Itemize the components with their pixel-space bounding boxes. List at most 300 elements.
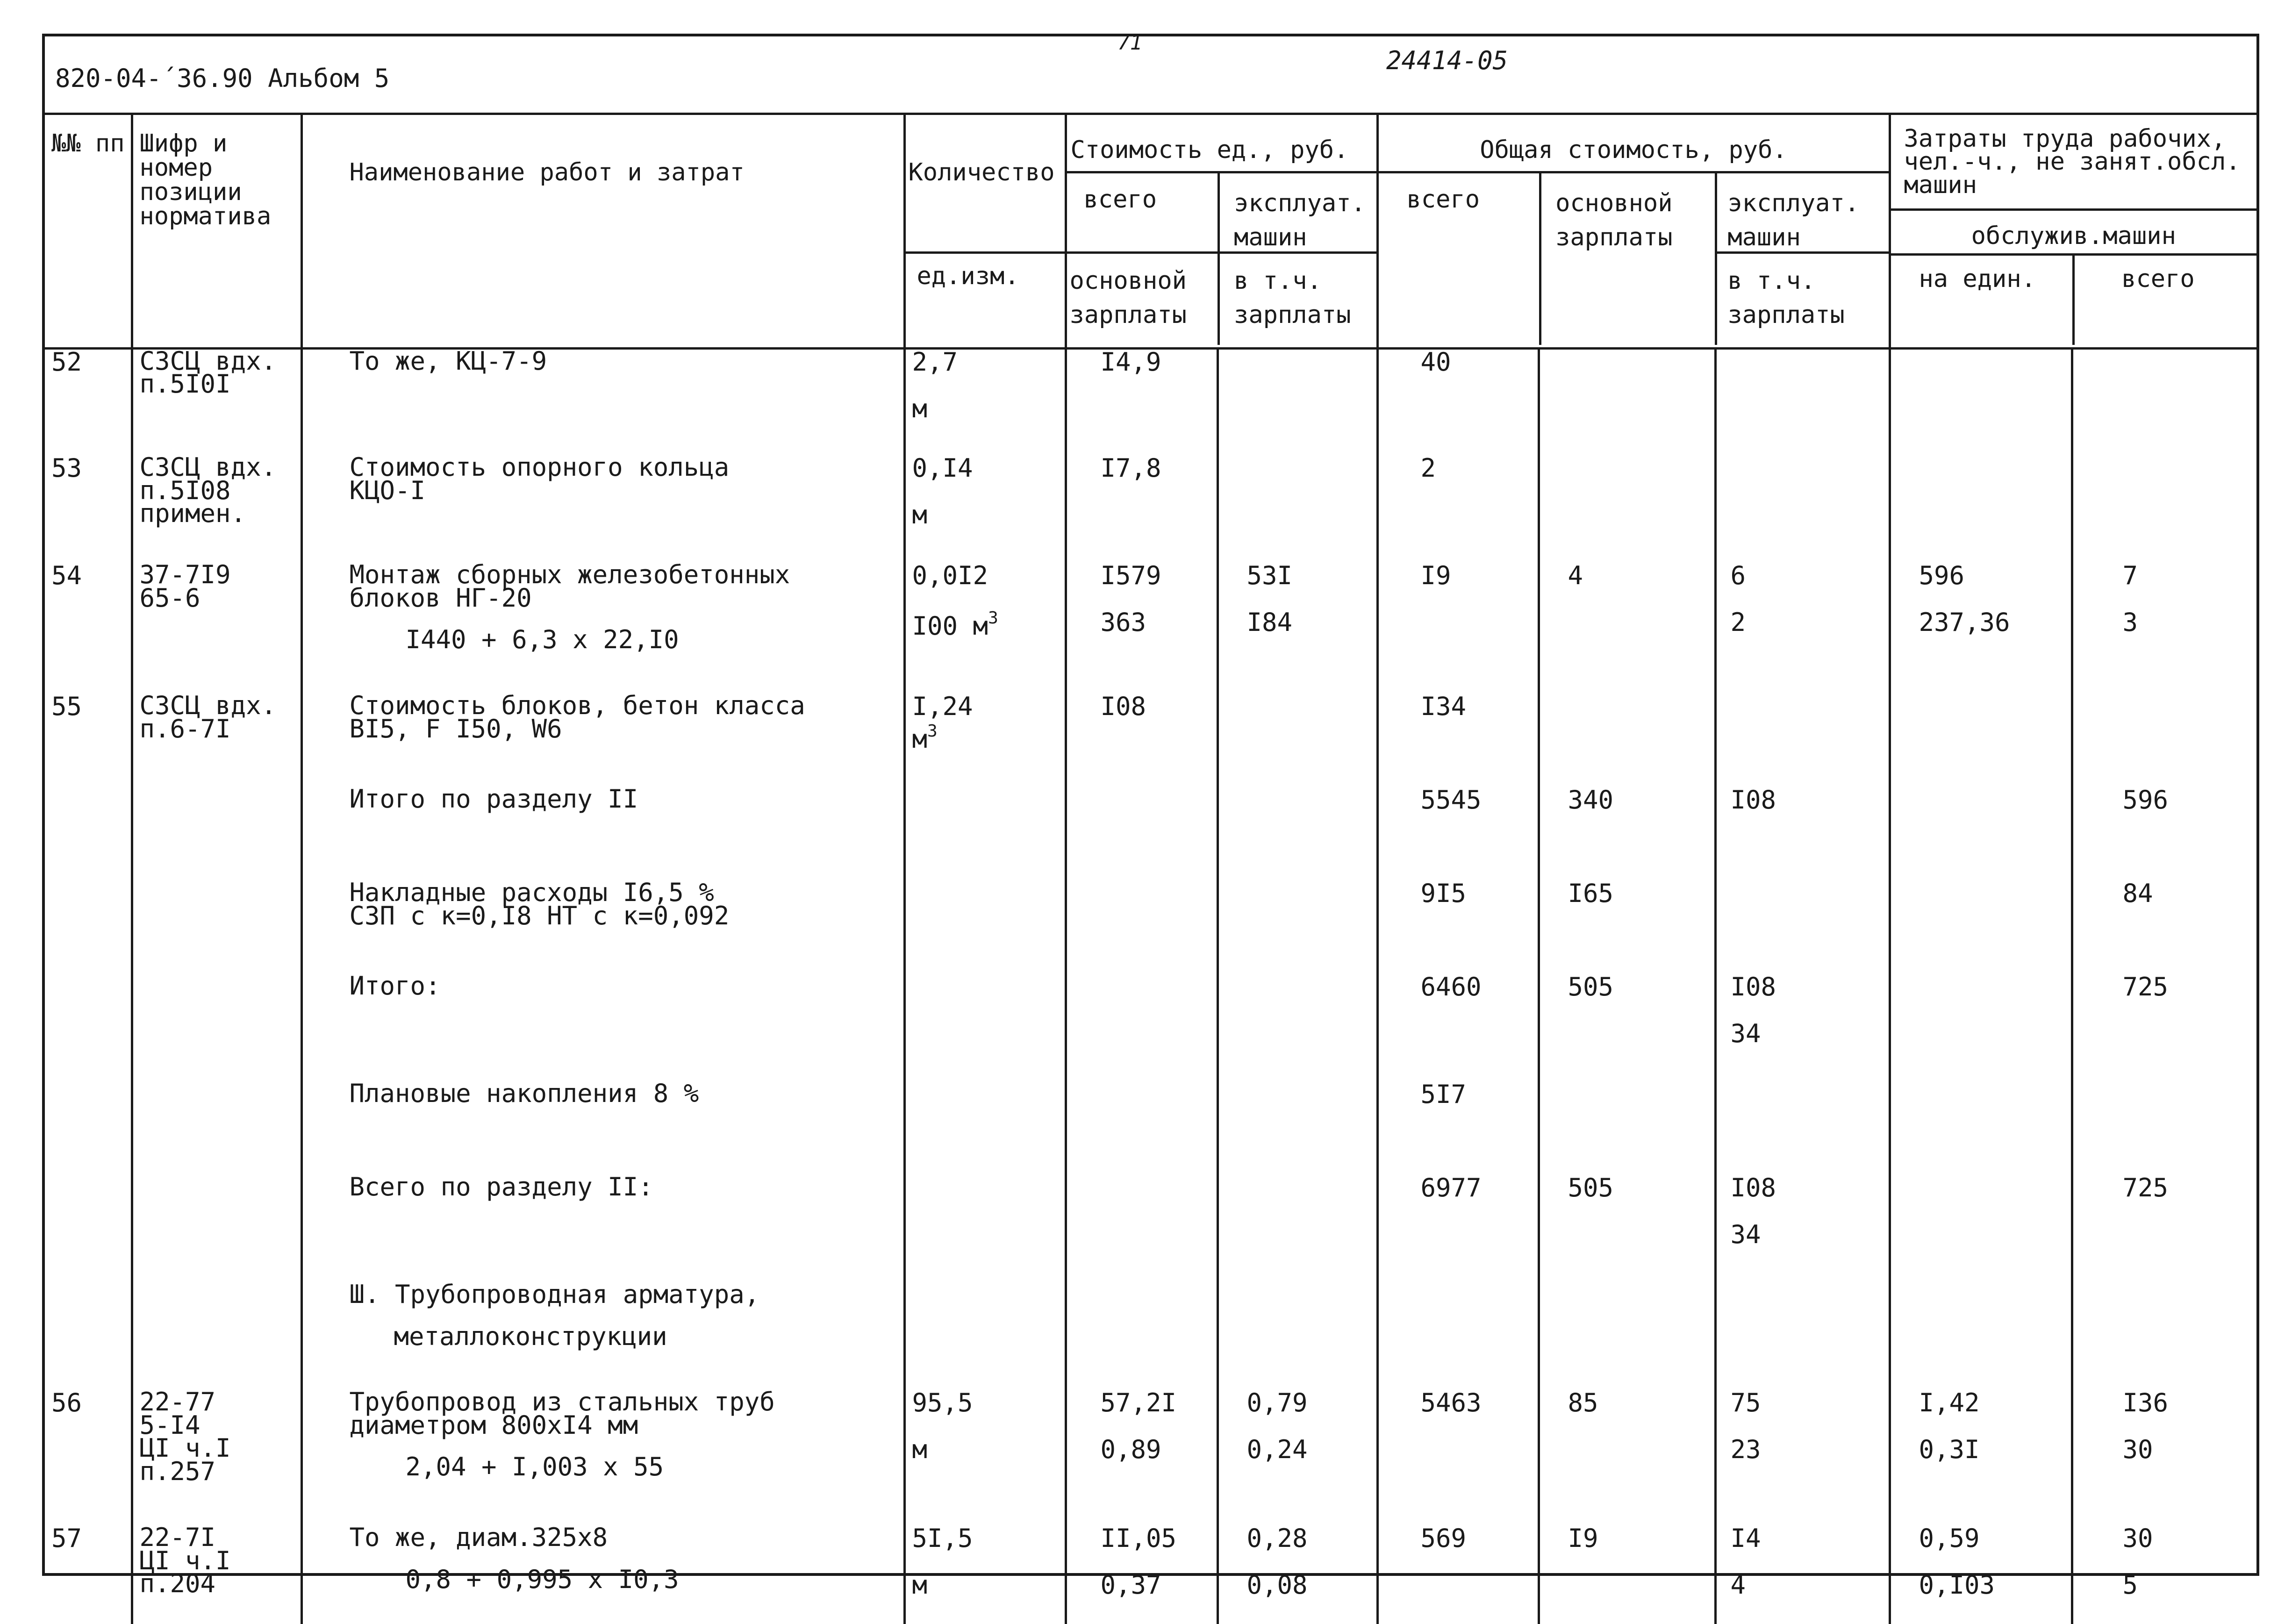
column-header-tot-wage: основной зарплаты — [1539, 173, 1715, 345]
quantity-unit: м — [912, 1435, 928, 1464]
labor-total-value — [2123, 350, 2257, 396]
unit-mach-cost — [1247, 1283, 1376, 1330]
labor-unit-value — [1919, 974, 2071, 1021]
labor-unit-value — [1919, 881, 2071, 928]
total-cost-cell — [1377, 1283, 1539, 1390]
unit-mach-wage: 0,08 — [1246, 1570, 1308, 1600]
unit-mach-cost — [1247, 456, 1376, 502]
quantity-cell — [904, 1283, 1066, 1390]
unit-mach-cell — [1218, 563, 1377, 694]
quantity-unit — [912, 1129, 1065, 1175]
norm-code-cell — [132, 787, 301, 881]
unit-mach-cost — [1247, 974, 1376, 1021]
norm-code-line: СЗСЦ вдх. — [139, 691, 277, 720]
work-name-cell — [301, 784, 904, 881]
work-name-line: То же, КЦ-7-9 — [349, 346, 547, 376]
quantity-value: 0,I4 — [912, 453, 973, 483]
total-cost-value: 5463 — [1420, 1388, 1482, 1417]
work-name-line: Накладные расходы I6,5 % — [349, 878, 714, 907]
unit-mach-wage — [1247, 1021, 1376, 1068]
labor-unit-cell — [1890, 1175, 2072, 1283]
column-header-total-cost: Общая стоимость, руб. — [1379, 114, 1889, 173]
quantity-unit: м — [912, 500, 928, 529]
total-cost-cell — [1377, 881, 1539, 974]
quantity-unit-superscript: 3 — [988, 608, 998, 628]
total-cost-value: 5I7 — [1420, 1080, 1467, 1109]
labor-unit-value: 0,I03 — [1919, 1570, 1995, 1600]
norm-code-line: 37-7I9 — [139, 560, 231, 589]
unit-mach-wage — [1247, 396, 1376, 443]
total-mach-value — [1731, 1283, 1889, 1330]
sheet-number: 24414-05 — [1386, 46, 1508, 75]
work-name-line: Стоимость блоков, бетон класса — [349, 691, 805, 720]
work-name-cell — [301, 1172, 904, 1283]
work-name-cell — [301, 691, 904, 787]
labor-total-cell — [2072, 787, 2256, 881]
quantity-unit — [912, 834, 1065, 881]
total-wage-cell — [1539, 1283, 1715, 1390]
column-header-qty-unit: ед.изм. — [917, 262, 1019, 290]
unit-cost-total: I08 — [1100, 692, 1146, 721]
quantity-value: 95,5 — [912, 1388, 973, 1417]
unit-mach-wage — [1247, 1222, 1376, 1269]
labor-total-value — [2123, 456, 2257, 502]
total-cost-value: 2 — [1420, 453, 1436, 483]
work-name-cell — [301, 1523, 904, 1624]
total-wage-value: 505 — [1568, 972, 1614, 1002]
total-wage-value: 340 — [1568, 785, 1614, 815]
unit-mach-cell — [1218, 787, 1377, 881]
table-row — [45, 1526, 2256, 1624]
work-name-line: Итого: — [349, 971, 441, 1001]
norm-code-cell — [132, 452, 301, 563]
quantity-cell — [904, 1082, 1066, 1175]
column-header-name: Наименование работ и затрат — [301, 114, 904, 348]
total-wage-value — [1568, 694, 1714, 741]
table-header-row — [45, 114, 2256, 348]
work-name-line: Плановые накопления 8 % — [349, 1079, 699, 1108]
total-wage-value: 505 — [1568, 1173, 1614, 1202]
labor-total-value: 84 — [2122, 879, 2153, 908]
unit-cost-total: 57,2I — [1100, 1388, 1177, 1417]
labor-total-value — [2123, 1082, 2257, 1129]
labor-unit-value — [1919, 456, 2071, 502]
total-wage-value: 4 — [1568, 561, 1583, 590]
total-mach-value: 4 — [1730, 1570, 1746, 1600]
total-cost-value: I9 — [1420, 561, 1451, 590]
quantity-value — [912, 1175, 1065, 1222]
quantity-value: 0,0I2 — [912, 561, 988, 590]
column-header-tot-mach: эксплуат. машин — [1717, 173, 1888, 254]
unit-mach-cost: 53I — [1246, 561, 1293, 590]
total-cost-value: 40 — [1420, 347, 1451, 377]
unit-mach-wage — [1247, 1129, 1376, 1175]
unit-mach-cost — [1247, 1082, 1376, 1129]
unit-cost-total — [1101, 974, 1217, 1021]
unit-cost-cell — [1066, 974, 1218, 1082]
row-number-cell — [45, 881, 132, 974]
norm-code-cell — [132, 1175, 301, 1283]
unit-cost-wage — [1101, 741, 1217, 787]
quantity-cell — [904, 1175, 1066, 1283]
row-number-cell — [45, 974, 132, 1082]
labor-unit-value: 0,3I — [1919, 1435, 1980, 1464]
labor-total-value: 30 — [2122, 1524, 2153, 1553]
norm-code-line: 65-6 — [139, 583, 201, 613]
total-mach-value: I4 — [1730, 1524, 1761, 1553]
total-mach-cell — [1715, 787, 1890, 881]
norm-code-line: СЗСЦ вдх. — [139, 346, 277, 376]
unit-cost-wage — [1101, 1021, 1217, 1068]
row-number: 55 — [51, 692, 82, 721]
unit-cost-wage — [1101, 396, 1217, 443]
labor-unit-value — [1919, 694, 2071, 741]
table-row — [45, 787, 2256, 881]
unit-cost-sub-left — [1067, 173, 1218, 345]
column-header-unit-mach: эксплуат. машин — [1220, 173, 1376, 254]
total-mach-cell — [1715, 694, 1890, 787]
unit-mach-cell — [1218, 881, 1377, 974]
quantity-value — [912, 1283, 1065, 1330]
row-number-cell — [45, 787, 132, 881]
row-number: 52 — [51, 347, 82, 377]
unit-cost-wage — [1101, 1129, 1217, 1175]
norm-code-cell — [132, 560, 301, 694]
column-header-labor-total: всего — [2072, 256, 2256, 345]
total-wage-value: 85 — [1568, 1388, 1598, 1417]
work-name-line: I440 + 6,3 х 22,I0 — [405, 625, 679, 655]
total-mach-value — [1731, 694, 1889, 741]
labor-total-value: 7 — [2122, 561, 2138, 590]
column-header-qty-group — [904, 114, 1066, 348]
column-header-code: Шифр и номер позиции норматива — [132, 114, 301, 348]
column-header-tot-total: всего — [1406, 186, 1480, 214]
norm-code-line: 5-I4 — [139, 1410, 201, 1440]
total-cost-cell — [1377, 787, 1539, 881]
labor-total-value — [2123, 694, 2257, 741]
work-name-cell — [301, 971, 904, 1082]
quantity-value — [912, 1082, 1065, 1129]
quantity-value: I,24 — [912, 692, 973, 721]
unit-cost-cell — [1066, 1082, 1218, 1175]
header-bar — [45, 31, 2256, 115]
quantity-unit — [912, 1330, 1065, 1376]
total-wage-cell — [1539, 1082, 1715, 1175]
unit-cost-total — [1101, 1175, 1217, 1222]
quantity-unit: м — [912, 1570, 928, 1600]
labor-unit-value: 237,36 — [1919, 608, 2010, 637]
total-cost-cell — [1377, 453, 1539, 563]
labor-unit-cell — [1890, 1390, 2072, 1526]
work-name-cell — [301, 560, 904, 694]
total-wage-cell — [1539, 1175, 1715, 1283]
labor-total-cell — [2072, 563, 2256, 694]
row-number-cell — [45, 694, 132, 787]
total-cost-cell — [1377, 1390, 1539, 1526]
labor-unit-cell — [1890, 694, 2072, 787]
unit-mach-wage: 0,24 — [1246, 1435, 1308, 1464]
unit-cost-cell — [1066, 453, 1218, 563]
page-frame — [42, 31, 2259, 1600]
quantity-value: 5I,5 — [912, 1524, 973, 1553]
total-mach-value — [1731, 350, 1889, 396]
norm-code-line: п.6-7I — [139, 714, 231, 744]
total-mach-value: 23 — [1730, 1435, 1761, 1464]
unit-cost-total — [1101, 787, 1217, 834]
norm-code-cell — [132, 1523, 301, 1624]
total-mach-value: I08 — [1730, 785, 1776, 815]
unit-cost-wage — [1101, 1222, 1217, 1269]
labor-unit-cell — [1890, 563, 2072, 694]
total-cost-cell — [1377, 1082, 1539, 1175]
quantity-unit: I00 $м^3$ — [912, 608, 998, 641]
unit-cost-cell — [1066, 348, 1218, 456]
unit-mach-cost — [1247, 694, 1376, 741]
column-header-labor-group — [1890, 114, 2256, 348]
labor-unit-cell — [1890, 1526, 2072, 1624]
unit-cost-wage — [1101, 928, 1217, 974]
total-mach-value — [1731, 1082, 1889, 1129]
total-wage-cell — [1539, 694, 1715, 787]
labor-unit-value — [1919, 1082, 2071, 1129]
norm-code-line: ЦI ч.I — [139, 1545, 231, 1575]
unit-mach-cell — [1218, 1526, 1377, 1624]
unit-mach-cell — [1218, 1283, 1377, 1390]
table-row — [45, 1390, 2256, 1526]
column-header-unit-total: всего — [1067, 173, 1218, 254]
work-name-line: блоков НГ-20 — [349, 583, 532, 613]
work-name-line: СЗП с к=0,I8 НТ с к=0,092 — [349, 901, 730, 930]
labor-total-value: I36 — [2122, 1388, 2169, 1417]
unit-mach-cost: 0,28 — [1246, 1524, 1308, 1553]
unit-cost-wage: 363 — [1100, 608, 1146, 637]
quantity-unit-superscript: 3 — [927, 722, 938, 741]
labor-total-value: 5 — [2122, 1570, 2138, 1600]
labor-total-cell — [2072, 1283, 2256, 1390]
quantity-cell — [904, 881, 1066, 974]
labor-unit-value: 0,59 — [1919, 1524, 1980, 1553]
total-wage-cell — [1539, 974, 1715, 1082]
quantity-cell — [904, 453, 1066, 563]
unit-cost-cell — [1066, 1175, 1218, 1283]
quantity-value — [912, 787, 1065, 834]
work-name-line: 0,8 + 0,995 х I0,3 — [405, 1564, 679, 1594]
work-name-line: Итого по разделу II — [349, 784, 638, 814]
column-header-num: №№ пп — [45, 114, 132, 348]
labor-total-value — [2123, 1283, 2257, 1330]
total-mach-cell — [1715, 1283, 1890, 1390]
unit-mach-cost — [1247, 787, 1376, 834]
work-name-line: Стоимость опорного кольца — [349, 452, 730, 482]
unit-mach-cell — [1218, 1390, 1377, 1526]
work-name-line: металлоконструкции — [394, 1321, 667, 1351]
total-mach-value — [1731, 456, 1889, 502]
norm-code-cell — [132, 881, 301, 974]
unit-mach-cell — [1218, 974, 1377, 1082]
norm-code-cell — [132, 974, 301, 1082]
labor-unit-cell — [1890, 787, 2072, 881]
total-mach-cell — [1715, 456, 1890, 563]
total-mach-cell — [1715, 348, 1890, 456]
labor-total-cell — [2072, 1082, 2256, 1175]
total-cost-value: 6460 — [1420, 972, 1482, 1002]
norm-code-line: п.204 — [139, 1569, 216, 1599]
column-header-labor: Затраты труда рабочих, чел.-ч., не занят.обсл. машин — [1891, 114, 2257, 211]
total-cost-cell — [1377, 1175, 1539, 1283]
unit-mach-wage — [1247, 741, 1376, 787]
unit-mach-cell — [1218, 1082, 1377, 1175]
total-wage-cell — [1539, 787, 1715, 881]
total-cost-value — [1421, 1283, 1538, 1330]
quantity-unit — [912, 928, 1065, 974]
table-row — [45, 1175, 2256, 1283]
table-row — [45, 1082, 2256, 1175]
unit-mach-cost: 0,79 — [1246, 1388, 1308, 1417]
total-mach-value: 2 — [1730, 608, 1746, 637]
total-wage-cell — [1539, 563, 1715, 694]
total-cost-cell — [1377, 348, 1539, 456]
work-name-line: То же, диам.325х8 — [349, 1523, 608, 1552]
norm-code-line: ЦI ч.I — [139, 1433, 231, 1463]
unit-cost-wage: 0,89 — [1100, 1435, 1161, 1464]
work-name-cell — [301, 878, 904, 974]
table-row — [45, 974, 2256, 1082]
unit-cost-cell — [1066, 1526, 1218, 1624]
total-mach-cell — [1715, 1526, 1890, 1624]
quantity-unit: $м^3$ — [912, 722, 938, 754]
quantity-value — [912, 881, 1065, 928]
row-number: 54 — [51, 561, 82, 590]
column-header-tot-mach-wage: в т.ч. зарплаты — [1727, 267, 1845, 329]
row-number: 57 — [51, 1524, 82, 1553]
total-mach-value: I08 — [1730, 1173, 1776, 1202]
unit-cost-sub-right — [1218, 173, 1376, 345]
labor-total-cell — [2072, 1526, 2256, 1624]
labor-total-value: 725 — [2122, 972, 2169, 1002]
total-wage-value — [1568, 1082, 1714, 1129]
unit-mach-wage — [1247, 834, 1376, 881]
unit-mach-cell — [1218, 456, 1377, 563]
unit-cost-cell — [1066, 563, 1218, 694]
quantity-unit — [912, 1021, 1065, 1068]
unit-cost-cell — [1066, 787, 1218, 881]
column-header-labor-sub: обслужив.машин — [1891, 211, 2257, 256]
total-cost-sub-mach — [1715, 173, 1888, 345]
unit-mach-wage: I84 — [1246, 608, 1293, 637]
labor-total-cell — [2072, 456, 2256, 563]
unit-cost-wage — [1101, 502, 1217, 549]
total-mach-value: 34 — [1730, 1019, 1761, 1048]
unit-mach-wage — [1247, 1330, 1376, 1376]
unit-mach-wage — [1247, 502, 1376, 549]
labor-unit-cell — [1890, 881, 2072, 974]
labor-total-value: 596 — [2122, 785, 2169, 815]
unit-cost-total — [1101, 1082, 1217, 1129]
row-number-cell — [45, 1526, 132, 1624]
unit-cost-cell — [1066, 1283, 1218, 1390]
labor-unit-value: I,42 — [1919, 1388, 1980, 1417]
work-name-line: 2,04 + I,003 х 55 — [405, 1452, 664, 1482]
unit-mach-cost — [1247, 1175, 1376, 1222]
labor-unit-value — [1919, 350, 2071, 396]
work-name-line: КЦО-I — [349, 475, 426, 505]
column-header-unit-mach-wage: в т.ч. зарплаты — [1234, 267, 1351, 329]
quantity-unit: м — [912, 393, 928, 423]
page-number: 71 — [1117, 31, 1142, 55]
labor-unit-cell — [1890, 456, 2072, 563]
norm-code-line: п.5I08 — [139, 475, 231, 505]
norm-code-line: 22-7I — [139, 1523, 216, 1552]
unit-cost-total — [1101, 881, 1217, 928]
table-body — [45, 348, 2256, 1624]
work-name-cell — [301, 348, 904, 456]
total-cost-value: 6977 — [1420, 1173, 1482, 1202]
unit-cost-cell — [1066, 881, 1218, 974]
column-header-total-cost-group — [1377, 114, 1890, 348]
quantity-cell — [904, 1526, 1066, 1624]
work-name-line: Всего по разделу II: — [349, 1172, 653, 1202]
total-cost-cell — [1377, 694, 1539, 787]
labor-total-cell — [2072, 881, 2256, 974]
total-wage-cell — [1539, 881, 1715, 974]
labor-total-cell — [2072, 694, 2256, 787]
table-row — [45, 563, 2256, 694]
total-mach-value — [1731, 881, 1889, 928]
row-number: 53 — [51, 453, 82, 483]
total-wage-value: I9 — [1568, 1524, 1598, 1553]
column-header-unit-cost: Стоимость ед., руб. — [1067, 114, 1376, 173]
total-wage-cell — [1539, 456, 1715, 563]
norm-code-cell — [132, 1387, 301, 1526]
norm-code-cell — [132, 691, 301, 787]
unit-mach-cost — [1247, 881, 1376, 928]
work-name-cell — [301, 1280, 904, 1390]
row-number-cell — [45, 563, 132, 694]
unit-cost-total: I4,9 — [1100, 347, 1161, 377]
unit-cost-cell — [1066, 1390, 1218, 1526]
work-name-line: Трубопровод из стальных труб — [349, 1387, 775, 1417]
unit-cost-total: II,05 — [1100, 1524, 1177, 1553]
total-mach-value: I08 — [1730, 972, 1776, 1002]
table-row — [45, 881, 2256, 974]
labor-total-cell — [2072, 974, 2256, 1082]
labor-unit-cell — [1890, 1082, 2072, 1175]
column-header-labor-unit: на един. — [1919, 265, 2036, 293]
labor-unit-value — [1919, 1283, 2071, 1330]
work-name-cell — [301, 1387, 904, 1526]
total-wage-cell — [1539, 348, 1715, 456]
unit-mach-cost — [1247, 350, 1376, 396]
document-code: 820-04-´36.90 Альбом 5 — [55, 64, 390, 93]
table-row — [45, 694, 2256, 787]
total-wage-value — [1568, 1283, 1714, 1330]
row-number: 56 — [51, 1388, 82, 1417]
quantity-value: 2,7 — [912, 347, 958, 377]
total-wage-value: I65 — [1568, 879, 1614, 908]
total-cost-value: 5545 — [1420, 785, 1482, 815]
quantity-cell — [904, 1390, 1066, 1526]
table-row — [45, 456, 2256, 563]
labor-total-value: 3 — [2122, 608, 2138, 637]
row-number-cell — [45, 1390, 132, 1526]
work-name-line: диаметром 800хI4 мм — [349, 1410, 638, 1440]
table-row — [45, 1283, 2256, 1390]
total-wage-cell — [1539, 1526, 1715, 1624]
unit-cost-total: I7,8 — [1100, 453, 1161, 483]
norm-code-cell — [132, 348, 301, 456]
total-cost-cell — [1377, 974, 1539, 1082]
quantity-cell — [904, 974, 1066, 1082]
